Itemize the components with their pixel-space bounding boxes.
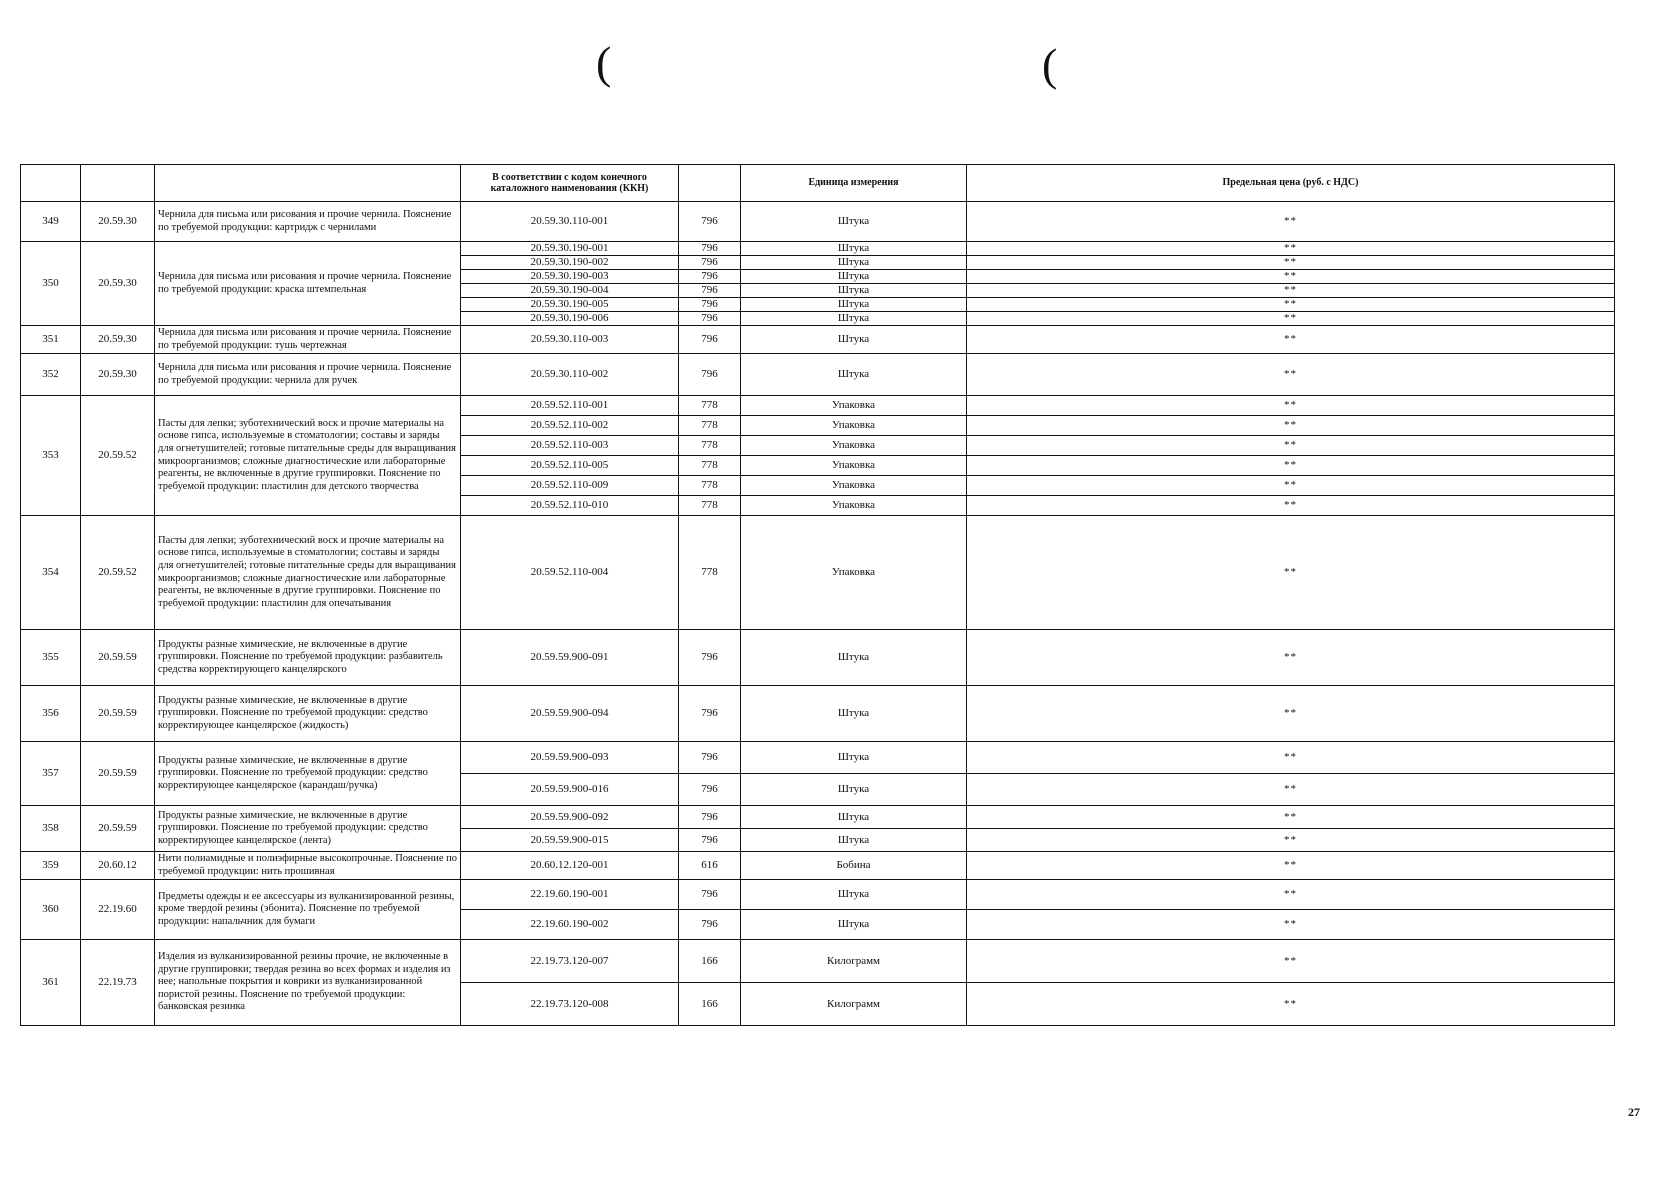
- unit-code: 796: [679, 270, 741, 284]
- product-description: Пасты для лепки; зуботехнический воск и прочие материалы на основе гипса, используемые в стоматологии; составы и заряды для огнетушителей; готовые питательные среды для выращивания микроорганизмов; сложные диагностические или лабораторные реагенты, не включенные в другие группировки. Пояснение по требуемой продукции: пластилин для опечатывания: [155, 516, 461, 630]
- ktru-code: 20.59.30.190-002: [461, 256, 679, 270]
- ktru-code: 20.59.59.900-093: [461, 742, 679, 774]
- header-price: Предельная цена (руб. с НДС): [967, 165, 1615, 202]
- unit-code: 796: [679, 298, 741, 312]
- unit-code: 796: [679, 242, 741, 256]
- product-description: Продукты разные химические, не включенные в другие группировки. Пояснение по требуемой продукции: средство корректирующее канцелярское (лента): [155, 806, 461, 852]
- price-cap: **: [967, 940, 1615, 983]
- unit-code: 796: [679, 829, 741, 852]
- row-number: 361: [21, 940, 81, 1026]
- ktru-code: 20.59.59.900-091: [461, 630, 679, 686]
- unit-name: Штука: [741, 270, 967, 284]
- unit-code: 778: [679, 396, 741, 416]
- unit-name: Упаковка: [741, 416, 967, 436]
- unit-code: 796: [679, 806, 741, 829]
- price-cap: **: [967, 774, 1615, 806]
- price-cap: **: [967, 284, 1615, 298]
- unit-code: 796: [679, 354, 741, 396]
- ktru-code: 20.59.30.190-004: [461, 284, 679, 298]
- ktru-code: 20.59.30.190-005: [461, 298, 679, 312]
- price-cap: **: [967, 312, 1615, 326]
- price-cap: **: [967, 496, 1615, 516]
- ktru-code: 22.19.73.120-008: [461, 983, 679, 1026]
- row-number: 352: [21, 354, 81, 396]
- ktru-code: 20.59.52.110-005: [461, 456, 679, 476]
- unit-code: 796: [679, 284, 741, 298]
- price-cap: **: [967, 516, 1615, 630]
- table-row: [21, 326, 1615, 354]
- table-header-row: [21, 165, 1615, 202]
- unit-name: Штука: [741, 242, 967, 256]
- okpd-code: 20.59.52: [81, 516, 155, 630]
- product-description: Чернила для письма или рисования и прочие чернила. Пояснение по требуемой продукции: тушь чертежная: [155, 326, 461, 354]
- price-cap: **: [967, 829, 1615, 852]
- unit-name: Штука: [741, 806, 967, 829]
- unit-name: Штука: [741, 202, 967, 242]
- unit-code: 778: [679, 496, 741, 516]
- okpd-code: 20.59.30: [81, 326, 155, 354]
- okpd-code: 20.59.59: [81, 742, 155, 806]
- table-row: [21, 516, 1615, 630]
- unit-name: Штука: [741, 256, 967, 270]
- unit-code: 778: [679, 416, 741, 436]
- ktru-code: 20.59.59.900-015: [461, 829, 679, 852]
- price-cap: **: [967, 476, 1615, 496]
- row-number: 360: [21, 880, 81, 940]
- unit-name: Штука: [741, 910, 967, 940]
- product-description: Продукты разные химические, не включенные в другие группировки. Пояснение по требуемой продукции: разбавитель средства корректирующего канцелярского: [155, 630, 461, 686]
- header-name: [155, 165, 461, 202]
- unit-name: Штука: [741, 829, 967, 852]
- unit-name: Штука: [741, 880, 967, 910]
- okpd-code: 22.19.73: [81, 940, 155, 1026]
- okpd-code: 20.59.30: [81, 242, 155, 326]
- product-description: Продукты разные химические, не включенные в другие группировки. Пояснение по требуемой продукции: средство корректирующее канцелярское (жидкость): [155, 686, 461, 742]
- price-cap: **: [967, 436, 1615, 456]
- unit-code: 796: [679, 742, 741, 774]
- scan-mark-left: (: [596, 37, 612, 88]
- unit-code: 616: [679, 852, 741, 880]
- ktru-code: 20.59.30.110-001: [461, 202, 679, 242]
- unit-name: Штука: [741, 630, 967, 686]
- table-body: [21, 202, 1615, 1026]
- row-number: 350: [21, 242, 81, 326]
- product-description: Нити полиамидные и полиэфирные высокопрочные. Пояснение по требуемой продукции: нить прошивная: [155, 852, 461, 880]
- unit-name: Штука: [741, 354, 967, 396]
- row-number: 349: [21, 202, 81, 242]
- ktru-code: 20.59.30.110-003: [461, 326, 679, 354]
- header-unit-code: [679, 165, 741, 202]
- table-row: [21, 852, 1615, 880]
- product-description: Изделия из вулканизированной резины прочие, не включенные в другие группировки; твердая резина во всех формах и изделия из нее; напольные покрытия и коврики из вулканизированной пористой резины. Пояснение по требуемой продукции: банковская резинка: [155, 940, 461, 1026]
- ktru-code: 20.59.30.190-006: [461, 312, 679, 326]
- ktru-code: 20.60.12.120-001: [461, 852, 679, 880]
- table-row: [21, 742, 1615, 774]
- product-description: Чернила для письма или рисования и прочие чернила. Пояснение по требуемой продукции: чернила для ручек: [155, 354, 461, 396]
- okpd-code: 20.60.12: [81, 852, 155, 880]
- row-number: 351: [21, 326, 81, 354]
- ktru-code: 20.59.52.110-003: [461, 436, 679, 456]
- ktru-code: 22.19.73.120-007: [461, 940, 679, 983]
- scan-mark-right: (: [1042, 39, 1058, 90]
- unit-name: Упаковка: [741, 476, 967, 496]
- unit-name: Штука: [741, 742, 967, 774]
- price-cap: **: [967, 910, 1615, 940]
- ktru-code: 20.59.30.110-002: [461, 354, 679, 396]
- unit-name: Упаковка: [741, 496, 967, 516]
- row-number: 356: [21, 686, 81, 742]
- table-row: [21, 242, 1615, 256]
- price-cap: **: [967, 742, 1615, 774]
- table-row: [21, 202, 1615, 242]
- unit-code: 796: [679, 686, 741, 742]
- unit-code: 796: [679, 774, 741, 806]
- unit-code: 796: [679, 202, 741, 242]
- product-description: Продукты разные химические, не включенные в другие группировки. Пояснение по требуемой продукции: средство корректирующее канцелярское (карандаш/ручка): [155, 742, 461, 806]
- unit-name: Упаковка: [741, 456, 967, 476]
- price-cap: **: [967, 396, 1615, 416]
- unit-name: Штука: [741, 312, 967, 326]
- ktru-code: 20.59.59.900-092: [461, 806, 679, 829]
- unit-code: 796: [679, 630, 741, 686]
- row-number: 353: [21, 396, 81, 516]
- table-row: [21, 806, 1615, 829]
- ktru-code: 20.59.52.110-004: [461, 516, 679, 630]
- ktru-code: 22.19.60.190-001: [461, 880, 679, 910]
- price-cap: **: [967, 880, 1615, 910]
- unit-code: 166: [679, 983, 741, 1026]
- ktru-code: 20.59.52.110-001: [461, 396, 679, 416]
- ktru-code: 20.59.30.190-001: [461, 242, 679, 256]
- unit-code: 778: [679, 476, 741, 496]
- product-description: Чернила для письма или рисования и прочие чернила. Пояснение по требуемой продукции: картридж с чернилами: [155, 202, 461, 242]
- row-number: 358: [21, 806, 81, 852]
- okpd-code: 20.59.59: [81, 686, 155, 742]
- okpd-code: 20.59.59: [81, 806, 155, 852]
- price-cap: **: [967, 354, 1615, 396]
- unit-name: Штука: [741, 774, 967, 806]
- price-cap: **: [967, 202, 1615, 242]
- okpd-code: 20.59.30: [81, 202, 155, 242]
- price-cap: **: [967, 256, 1615, 270]
- ktru-code: 20.59.30.190-003: [461, 270, 679, 284]
- price-cap: **: [967, 630, 1615, 686]
- row-number: 357: [21, 742, 81, 806]
- header-unit: Единица измерения: [741, 165, 967, 202]
- header-number: [21, 165, 81, 202]
- price-cap: **: [967, 298, 1615, 312]
- unit-code: 166: [679, 940, 741, 983]
- table-row: [21, 354, 1615, 396]
- ktru-code: 22.19.60.190-002: [461, 910, 679, 940]
- page-number: 27: [1628, 1105, 1640, 1119]
- unit-name: Штука: [741, 284, 967, 298]
- unit-code: 796: [679, 880, 741, 910]
- row-number: 354: [21, 516, 81, 630]
- table-row: [21, 396, 1615, 416]
- unit-name: Килограмм: [741, 983, 967, 1026]
- table-row: [21, 630, 1615, 686]
- price-cap: **: [967, 852, 1615, 880]
- unit-name: Килограмм: [741, 940, 967, 983]
- unit-name: Штука: [741, 298, 967, 312]
- ktru-code: 20.59.52.110-002: [461, 416, 679, 436]
- price-cap: **: [967, 326, 1615, 354]
- price-cap: **: [967, 456, 1615, 476]
- price-cap: **: [967, 270, 1615, 284]
- table-row: [21, 686, 1615, 742]
- unit-name: Упаковка: [741, 396, 967, 416]
- okpd-code: 20.59.30: [81, 354, 155, 396]
- unit-name: Бобина: [741, 852, 967, 880]
- price-cap: **: [967, 416, 1615, 436]
- row-number: 355: [21, 630, 81, 686]
- product-description: Предметы одежды и ее аксессуары из вулканизированной резины, кроме твердой резины (эбонита). Пояснение по требуемой продукции: напальчник для бумаги: [155, 880, 461, 940]
- okpd-code: 20.59.52: [81, 396, 155, 516]
- unit-name: Упаковка: [741, 436, 967, 456]
- unit-code: 778: [679, 516, 741, 630]
- unit-code: 796: [679, 326, 741, 354]
- ktru-code: 20.59.59.900-016: [461, 774, 679, 806]
- okpd-code: 22.19.60: [81, 880, 155, 940]
- unit-code: 796: [679, 256, 741, 270]
- unit-code: 778: [679, 456, 741, 476]
- ktru-code: 20.59.52.110-009: [461, 476, 679, 496]
- table-row: [21, 940, 1615, 983]
- price-cap: **: [967, 983, 1615, 1026]
- price-cap: **: [967, 806, 1615, 829]
- price-cap: **: [967, 686, 1615, 742]
- header-ktru: В соответствии с кодом конечного каталожного наименования (ККН): [461, 165, 679, 202]
- unit-code: 778: [679, 436, 741, 456]
- unit-code: 796: [679, 910, 741, 940]
- unit-name: Упаковка: [741, 516, 967, 630]
- ktru-code: 20.59.59.900-094: [461, 686, 679, 742]
- price-table: [20, 164, 1615, 1026]
- unit-name: Штука: [741, 326, 967, 354]
- okpd-code: 20.59.59: [81, 630, 155, 686]
- header-okpd: [81, 165, 155, 202]
- row-number: 359: [21, 852, 81, 880]
- ktru-code: 20.59.52.110-010: [461, 496, 679, 516]
- table-row: [21, 880, 1615, 910]
- unit-code: 796: [679, 312, 741, 326]
- price-cap: **: [967, 242, 1615, 256]
- product-description: Чернила для письма или рисования и прочие чернила. Пояснение по требуемой продукции: краска штемпельная: [155, 242, 461, 326]
- unit-name: Штука: [741, 686, 967, 742]
- product-description: Пасты для лепки; зуботехнический воск и прочие материалы на основе гипса, используемые в стоматологии; составы и заряды для огнетушителей; готовые питательные среды для выращивания микроорганизмов; сложные диагностические или лабораторные реагенты, не включенные в другие группировки. Пояснение по требуемой продукции: пластилин для детского творчества: [155, 396, 461, 516]
